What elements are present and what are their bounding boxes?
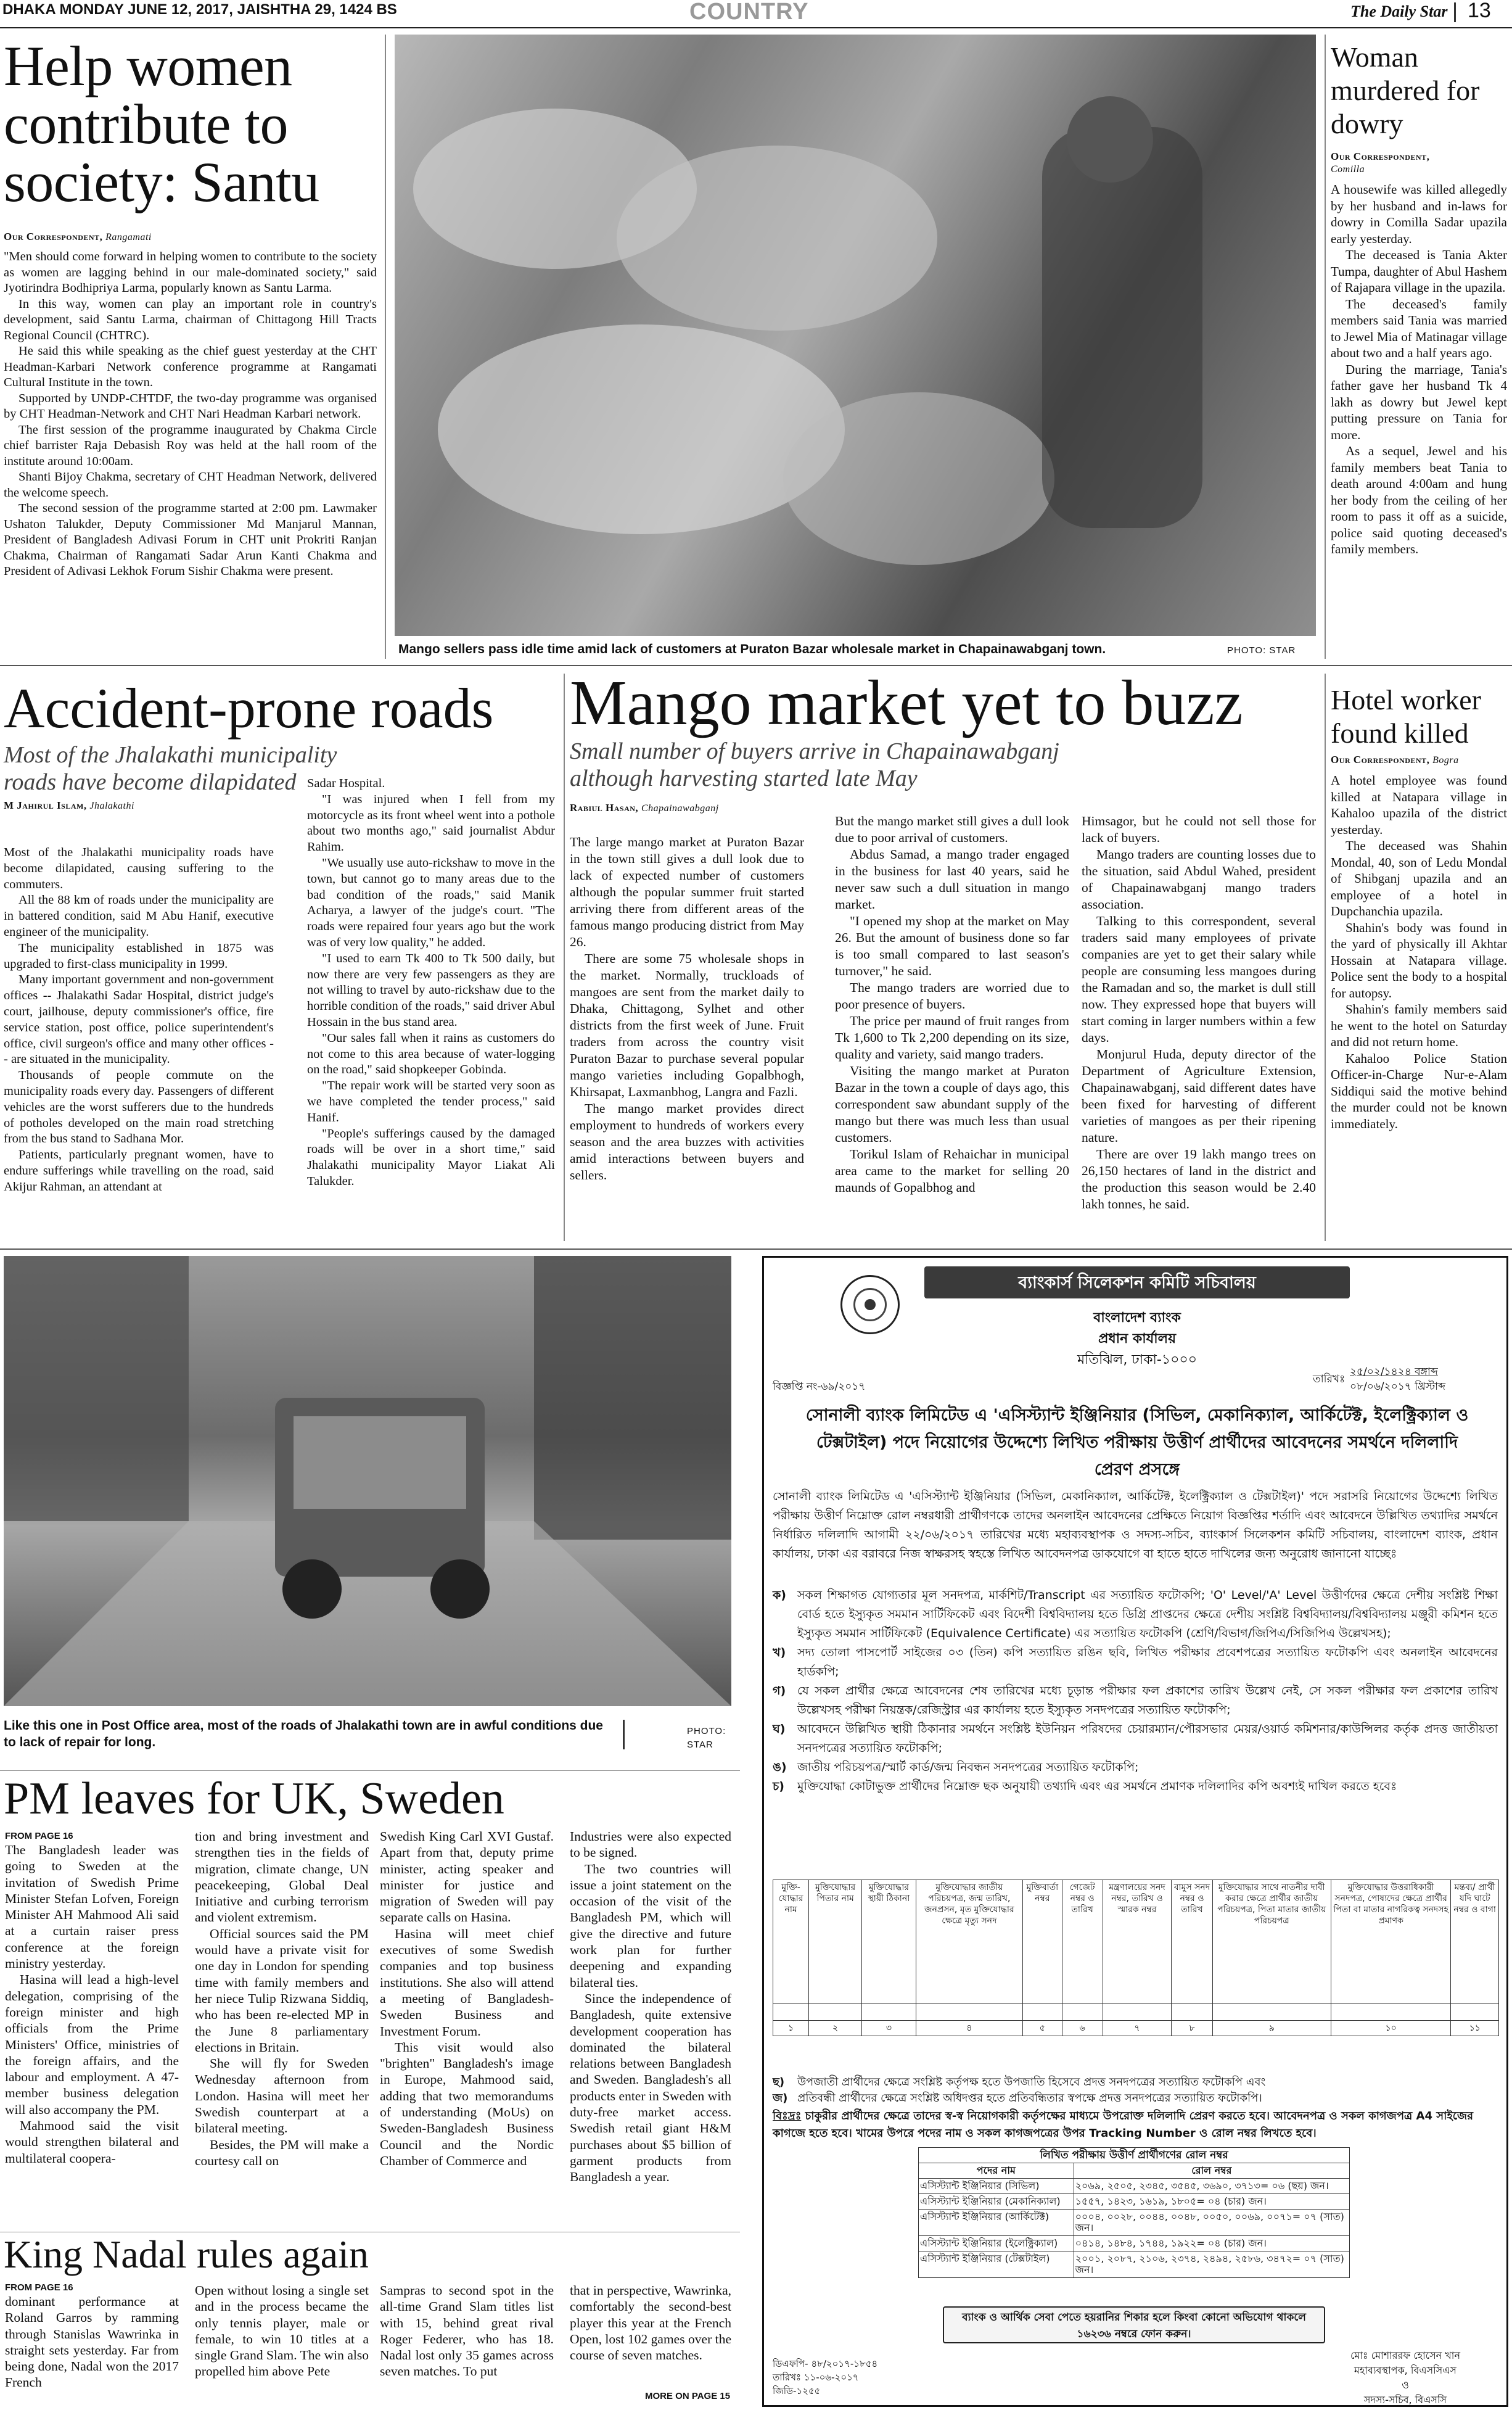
table-number-cell: ২ <box>809 2021 862 2036</box>
ad-list-text: উপজাতী প্রার্থীদের ক্ষেত্রে সংশ্লিষ্ট কর্তৃপক্ষ হতে উপজাতি হিসেবে প্রদত্ত সনদপত্রের সত্যায়িত ফটোকপি এবং <box>797 2076 1266 2089</box>
government-advertisement <box>762 1256 1508 2407</box>
road-photo <box>4 1256 731 1706</box>
dfp-number: ডিএফপি- ৪৮/২০১৭-১৮৫৪ <box>773 2358 878 2369</box>
paragraph: The two countries will issue a joint statement on the occasion of the visit of the Bangladesh PM, which will give the directive and future work plan for further deepening and expanding bilateral ties. <box>570 1861 731 1990</box>
signer-title-2: সদস্য-সচিব, বিএসসি <box>1363 2394 1447 2406</box>
table-header-cell: মুক্তিযোদ্ধার জাতীয় পরিচয়পত্র, জন্ম তারিখ, জনপ্রসন, মৃত মুক্তিযোদ্ধার ক্ষেত্রে মৃত্যু সনদ <box>916 1880 1022 2004</box>
mango-col3 <box>1082 813 1316 1213</box>
paragraph: The mango traders are worried due to poor presence of buyers. <box>835 980 1069 1012</box>
table-header-cell: বামুস সনদ নম্বর ও তারিখ <box>1172 1880 1212 2004</box>
ad-list-text: জাতীয় পরিচয়পত্র/স্মার্ট কার্ড/জন্ম নিবন্ধন সনদপত্রের সত্যায়িত ফটোকপি; <box>797 1760 1139 1774</box>
pm-from-page: FROM PAGE 16 <box>5 1831 73 1841</box>
table-row <box>919 2194 1350 2210</box>
col-rule-4 <box>1325 674 1326 1241</box>
nadal-col4: that in perspective, Wawrinka, comfortably the second-best player this year at the French Open, lost 102 games over the course of seven matches. <box>570 2283 731 2363</box>
table-number-cell: ১ <box>773 2021 809 2036</box>
table-header-cell: মন্তব্য/ প্রার্থী যদি ঘাটে নম্বর ও বাগা <box>1451 1880 1499 2004</box>
paragraph: The large mango market at Puraton Bazar in the town still gives a dull look due to lack of expected number of customers although the popular summer fruit started arriving there from different areas of the famous mango producing district from May 26. <box>570 835 804 949</box>
hotel-headline: Hotel worker found killed <box>1331 684 1481 749</box>
ad-list-marker: ছ) <box>773 2076 785 2089</box>
paragraph: "I was injured when I fell from my motorcycle as its front wheel went into a pothole about two months ago," said journalist Abdur Rahim. <box>307 792 555 854</box>
paragraph: Mango traders are counting losses due to the situation, said Abdul Wahed, president of Chapainawabganj mango traders association. <box>1082 847 1316 912</box>
ad-list-marker: গ) <box>773 1684 786 1698</box>
paragraph: "I opened my shop at the market on May 26. But the amount of business done so far is too small compared to last season's turnover," he said. <box>835 914 1069 978</box>
table-header-cell: মুক্তিযোদ্ধার পিতার নাম <box>809 1880 862 2004</box>
table-empty-cell <box>1212 2004 1331 2021</box>
roll-table-title: লিখিত পরীক্ষায় উত্তীর্ণ প্রার্থীগণের রোল নম্বর <box>919 2148 1350 2163</box>
table-number-cell: ১০ <box>1331 2021 1450 2036</box>
ad-list-item <box>773 2090 1498 2107</box>
santu-byline: Our Correspondent, Rangamati <box>4 231 152 242</box>
table-header-cell: মুক্তিবার্তা নম্বর <box>1022 1880 1062 2004</box>
ad-list-item <box>773 1586 1498 1643</box>
ad-note-label: বিঃদ্রঃ <box>773 2110 802 2123</box>
mango-article <box>570 669 1316 820</box>
paragraph: Swedish King Carl XVI Gustaf. Apart from that, deputy prime minister, acting speaker and minister for justice and migration of Sweden will pay separate calls on Hasina. <box>380 1829 554 1925</box>
ad-date-label: তারিখঃ <box>1313 1373 1346 1385</box>
roll-post-cell: এসিস্ট্যান্ট ইঞ্জিনিয়ার (আর্কিটেক্ট) <box>919 2210 1074 2236</box>
roads-col1 <box>4 845 274 1195</box>
roll-post-cell: এসিস্ট্যান্ট ইঞ্জিনিয়ার (ইলেক্ট্রিক্যাল) <box>919 2236 1074 2251</box>
paragraph: All the 88 km of roads under the municipality are in battered condition, said M Abu Hanif, executive engineer of the municipality. <box>4 893 274 939</box>
signer-and: ও <box>1402 2379 1409 2391</box>
table-row <box>919 2236 1350 2251</box>
roll-numbers-cell: ২০০১, ২০৮৭, ২১০৬, ২৩৭৪, ২৪৯৪, ২৫৮৬, ৩৪৭২= ০৭ (সাত) জন। <box>1074 2251 1349 2278</box>
table-number-cell: ৩ <box>862 2021 916 2036</box>
paragraph: A housewife was killed allegedly by her husband and in-laws for dowry in Comilla Sadar upazila early yesterday. <box>1331 182 1507 246</box>
paragraph: "Our sales fall when it rains as customers do not come to this area because of water-logging on the road," said shopkeeper Gobinda. <box>307 1031 555 1077</box>
hotel-article <box>1331 683 1507 1132</box>
ad-list-marker: জ) <box>773 2092 788 2105</box>
roll-numbers-cell: ২০৬৯, ২৫০৫, ২৩৪৫, ৩৫৪৫, ৩৬৯০, ৩৭১৩= ০৬ (ছয়) জন। <box>1074 2179 1349 2194</box>
roll-numbers-cell: ১৫৫৭, ১৪২৩, ১৬১৯, ১৮০৫= ০৪ (চার) জন। <box>1074 2194 1349 2210</box>
paragraph: He said this while speaking as the chief guest yesterday at the CHT Headman-Karbari Network conference programme at Rangamati Cultural Institute in the town. <box>4 344 377 389</box>
paragraph: In this way, women can play an important role in country's development, said Santu Larma, chairman of Chittagong Hill Tracts Regional Council (CHTRC). <box>4 297 377 342</box>
ad-note <box>773 2108 1498 2142</box>
col-rule-1 <box>385 35 386 659</box>
woman-body <box>1331 181 1507 558</box>
table-header-cell: গেজেট নম্বর ও তারিখ <box>1062 1880 1103 2004</box>
table-number-cell: ৬ <box>1062 2021 1103 2036</box>
table-number-cell: ৪ <box>916 2021 1022 2036</box>
paragraph: Kahaloo Police Station Officer-in-Charge Nur-e-Alam Siddiqui said the motive behind the murder could not be known immediately. <box>1331 1050 1507 1131</box>
paragraph: As a sequel, Jewel and his family members beat Tania to death around 4:00am and hung her body from the ceiling of her room to pass it off as a suicide, police said quoting deceased's family members. <box>1331 444 1507 556</box>
header-divider <box>1454 2 1456 22</box>
nadal-headline: King Nadal rules again <box>4 2232 369 2276</box>
paragraph: tion and bring investment and strengthen ties in the fields of migration, climate change, UN peacekeeping, Global Deal Initiative and curbing terrorism and violent extremism. <box>195 1829 369 1925</box>
ad-intro: সোনালী ব্যাংক লিমিটেড এ 'এসিস্ট্যান্ট ইঞ্জিনিয়ার (সিভিল, মেকানিক্যাল, আর্কিটেক্ট, ইলেক্ট্রিক্যাল ও টেক্সটাইল)' পদে সরাসরি নিয়োগের উদ্দেশ্যে লিখিত পরীক্ষায় উত্তীর্ণ নিম্নোক্ত রোল নম্বরধারী প্রার্থীগণকে তাদের অনলাইন আবেদনের প্রেক্ষিতে নিয়োগ বিজ্ঞপ্তির শর্তাদি এবং আবেদনে উল্লিখিত তথ্যাদির সমর্থনে নির্ধারিত দলিলাদি আগামী ২২/০৬/২০১৭ তারিখের মধ্যে মহাব্যবস্থাপক ও সদস্য-সচিব, ব্যাংকার্স সিলেকশন কমিটি সচিবালয়, বাংলাদেশ ব্যাংক, প্রধান কার্যালয়, ঢাকা এর বরাবরে নিজ স্বাক্ষরসহ স্বহস্তে লিখিত আবেদনপত্র ডাকযোগে বা হাতে হাতে দাখিলের জন্য অনুরোধ জানানো যাচ্ছেঃ <box>773 1490 1498 1561</box>
roll-number-table <box>918 2147 1350 2278</box>
paragraph: Himsagor, but he could not sell those for lack of buyers. <box>1082 814 1316 845</box>
paragraph: Hasina will meet chief executives of some Swedish companies and top business institutions. She also will attend a meeting of Bangladesh-Sweden Business and Investment Forum. <box>380 1926 554 2039</box>
ad-org: বাংলাদেশ ব্যাংক <box>1093 1310 1181 1326</box>
ad-heading: সোনালী ব্যাংক লিমিটেড এ 'এসিস্ট্যান্ট ইঞ্জিনিয়ার (সিভিল, মেকানিক্যাল, আর্কিটেক্ট, ইলেক্ট্রিক্যাল ও টেক্সটাইল) পদে নিয়োগের উদ্দেশ্যে লিখিত পরীক্ষায় উত্তীর্ণ প্রার্থীদের আবেদনের সমর্থনে দলিলাদি প্রেরণ প্রসঙ্গে <box>805 1406 1469 1479</box>
table-row <box>919 2179 1350 2194</box>
header-rule <box>0 27 1512 28</box>
table-empty-cell <box>1451 2004 1499 2021</box>
ad-title: ব্যাংকার্স সিলেকশন কমিটি সচিবালয় <box>1018 1273 1256 1292</box>
table-empty-cell <box>1062 2004 1103 2021</box>
pm-headline: PM leaves for UK, Sweden <box>4 1773 504 1824</box>
table-empty-cell <box>1172 2004 1212 2021</box>
fraud-warning-box <box>943 2306 1325 2343</box>
paragraph: The first session of the programme inaugurated by Chakma Circle chief barrister Raja Debasish Roy was held at the hall room of the institute around 10:00am. <box>4 423 377 468</box>
table-header-cell: মুক্তি-যোদ্ধার নাম <box>773 1880 809 2004</box>
ad-list-marker: ক) <box>773 1588 786 1602</box>
mango-col1 <box>570 834 804 1184</box>
ad-items-2 <box>773 2074 1498 2107</box>
paragraph: She will fly for Sweden Wednesday afternoon from London. Hasina will meet her Swedish counterpart at a bilateral meeting. <box>195 2056 369 2136</box>
pm-col2 <box>195 1828 369 2169</box>
paragraph: The Bangladesh leader was going to Sweden at the invitation of Swedish Prime Minister Stefan Lofven, Foreign Minister AH Mahmood Ali said at a curtain raiser press conference at the foreign ministry yesterday. <box>5 1843 179 1971</box>
ad-list-text: মুক্তিযোদ্ধা কোটাভুক্ত প্রার্থীদের নিম্নোক্ত ছক অনুযায়ী তথ্যাদি এবং এর সমর্থনে প্রমাণক দলিলাদির কপি অবশ্যই দাখিল করতে হবেঃ <box>797 1780 1397 1793</box>
header-dateline: DHAKA MONDAY JUNE 12, 2017, JAISHTHA 29, 1424 BS <box>2 1 397 18</box>
paragraph: Most of the Jhalakathi municipality roads have become dilapidated, causing suffering to the commuters. <box>4 846 274 891</box>
mango-photo-credit: PHOTO: STAR <box>1227 645 1296 656</box>
paragraph: Shahin's body was found in the yard of physically ill Akhtar Hossain at Natapara village. Police sent the body to a hospital for autopsy. <box>1331 920 1507 1001</box>
pm-col4 <box>570 1828 731 2185</box>
paragraph: Supported by UNDP-CHTDF, the two-day programme was organised by CHT Headman-Network and CHT Nari Headman Karbari network. <box>4 391 377 421</box>
ad-items <box>773 1586 1498 1796</box>
nadal-col1: dominant performance at Roland Garros by ramming through Stanislas Wawrinka in straight sets yesterday. Far from being done, Nadal won the 2017 French <box>5 2294 179 2390</box>
roads-byline: M Jahirul Islam, Jhalakathi <box>4 799 134 811</box>
table-header-cell: মুক্তিযোদ্ধার সাথে নাতনীর দাবী করার ক্ষেত্রে প্রার্থীর জাতীয় পরিচয়পত্র, পিতা মাতার জাতীয় পরিচয়পত্র <box>1212 1880 1331 2004</box>
paragraph: The deceased's family members said Tania was married to Jewel Mia of Matinagar village about two and a half years ago. <box>1331 296 1507 360</box>
paragraph: Shahin's family members said he went to the hotel on Saturday and did not return home. <box>1331 1002 1507 1049</box>
santu-article <box>4 37 377 580</box>
middle-section-rule <box>0 1248 1512 1250</box>
roll-post-cell: এসিস্ট্যান্ট ইঞ্জিনিয়ার (টেক্সটাইল) <box>919 2251 1074 2278</box>
road-photo-caption: Like this one in Post Office area, most of the roads of Jhalakathi town are in awful conditions due to lack of repair for long. <box>4 1719 603 1749</box>
pm-col1 <box>5 1842 179 2166</box>
paragraph: The municipality established in 1875 was upgraded to first-class municipality in 1999. <box>4 941 274 971</box>
ad-list-marker: ঘ) <box>773 1722 786 1736</box>
paragraph: Sadar Hospital. <box>307 777 385 790</box>
mango-byline: Rabiul Hasan, Chapainawabganj <box>570 802 719 814</box>
paragraph: Hasina will lead a high-level delegation, comprising of the foreign minister and high officials from the Prime Ministers' Office, ministries of the foreign affairs, and the labour and employment. A 47-member business delegation will also accompany the PM. <box>5 1972 179 2117</box>
ad-list-text: যে সকল প্রার্থীর ক্ষেত্রে আবেদনের শেষ তারিখের মধ্যে চূড়ান্ত পরীক্ষার ফল প্রকাশের তারিখ উল্লেখ নেই, সে সকল পরীক্ষার ফল প্রকাশের তারিখ উল্লেখসহ পরীক্ষা নিয়ন্ত্রক/রেজিস্ট্রার এর কার্যালয় হতে ইস্যুকৃত সনদপত্রের সত্যায়িত ফটোকপি; <box>797 1684 1498 1717</box>
ad-list-item <box>773 2074 1498 2090</box>
paragraph: Abdus Samad, a mango trader engaged in the business for last 40 years, said he never saw such a dull situation in mango market. <box>835 847 1069 912</box>
table-empty-cell <box>1103 2004 1172 2021</box>
col-rule-3 <box>564 674 565 1241</box>
table-empty-cell <box>1331 2004 1450 2021</box>
nadal-col3: Sampras to second spot in the all-time Grand Slam titles list with 15, behind great rival Roger Federer, who has 18. Nadal lost only 35 games across seven matches. To put <box>380 2283 554 2379</box>
mango-photo-caption: Mango sellers pass idle time amid lack of customers at Puraton Bazar wholesale market in Chapainawabganj town. <box>398 642 1106 656</box>
roads-headline: Accident-prone roads <box>4 677 494 740</box>
paragraph: A hotel employee was found killed at Natapara village in Kahaloo upazila of the district yesterday. <box>1331 773 1507 837</box>
masthead-logo: The Daily Star <box>1350 2 1448 20</box>
mango-market-photo <box>395 35 1316 636</box>
paragraph: The deceased is Tania Akter Tumpa, daughter of Abul Hashem of Rajapara village in the upazila. <box>1331 247 1507 295</box>
nadal-col2: Open without losing a single set and in the process became the only tennis player, male or female, to win 10 titles at a single Grand Slam. The win also propelled him above Pete <box>195 2283 369 2379</box>
dfp-date: তারিখঃ ১১-০৬-২০১৭ <box>773 2372 859 2383</box>
table-header-cell: মুক্তিযোদ্ধার উত্তরাধিকারী সনদপত্র, পোষ্যদের ক্ষেত্রে প্রার্থীর পিতা বা মাতার নাগরিকত্ব সনদসহ প্রমাণক <box>1331 1880 1450 2004</box>
ad-ref: বিজ্ঞপ্তি নং-৬৯/২০১৭ <box>773 1380 866 1393</box>
paragraph: The deceased was Shahin Mondal, 40, son of Ledu Mondal of Shibganj upazila and an employee of a hotel in Dupchanchia upazila. <box>1331 838 1507 918</box>
table-number-cell: ৭ <box>1103 2021 1172 2036</box>
ad-signature <box>1307 2348 1504 2408</box>
paragraph: "I used to earn Tk 400 to Tk 500 daily, but now there are very few passengers as they are not willing to travel by auto-rickshaw due to the horrible condition of the roads," said driver Abul Hossain in the bus stand area. <box>307 951 555 1029</box>
paragraph: Patients, particularly pregnant women, have to endure sufferings while travelling on the road, said Akijur Rahman, an attendant at <box>4 1148 274 1194</box>
paragraph: But the mango market still gives a dull look due to poor arrival of customers. <box>835 814 1069 845</box>
freedom-fighter-table <box>773 1880 1499 2036</box>
paragraph: Official sources said the PM would have a private visit for one day in London for spending time with family members and her niece Tulip Rizwana Siddiq, who has been re-elected MP in the June 8 parliamentary elections in Britain. <box>195 1926 369 2055</box>
paragraph: "People's sufferings caused by the damaged roads will be over in a short time," said Jhalakathi municipality Mayor Liakat Ali Talukder. <box>307 1126 555 1188</box>
mango-subhead: Small number of buyers arrive in Chapainawabganj although harvesting started late May <box>570 738 1059 791</box>
table-row <box>919 2251 1350 2278</box>
mango-headline: Mango market yet to buzz <box>570 667 1243 738</box>
paragraph: Monjurul Huda, deputy director of the Department of Agriculture Extension, Chapainawabganj, said different dates have been fixed for harvesting of different varieties of mangoes as per their ripening nature. <box>1082 1047 1316 1145</box>
paragraph: Talking to this correspondent, several traders said many employees of private companies are yet to get their salary while people are consuming less mangoes during the Ramadan and so, the market is dull still now. They expressed hope that buyers will start coming in larger numbers within a few days. <box>1082 914 1316 1045</box>
road-photo-credit: PHOTO: STAR <box>687 1726 726 1750</box>
nadal-continued: MORE ON PAGE 15 <box>645 2391 731 2401</box>
paragraph: Shanti Bijoy Chakma, secretary of CHT Headman Network, delivered the welcome speech. <box>4 470 377 500</box>
ad-office: প্রধান কার্যালয় <box>1098 1331 1177 1347</box>
roll-numbers-cell: ০০০৪, ০০২৮, ০০৪৪, ০০৪৮, ০০৫০, ০০৬৯, ০০৭১= ০৭ (সাত) জন। <box>1074 2210 1349 2236</box>
woman-article <box>1331 41 1507 558</box>
paragraph: "Men should come forward in helping women to contribute to the society as women are lagging behind in our male-dominated society," said Jyotirindra Bodhipriya Larma, popularly known as Santu Larma. <box>4 250 377 295</box>
auto-rickshaw-illustration <box>4 1256 731 1706</box>
table-empty-cell <box>862 2004 916 2021</box>
ad-list-item <box>773 1777 1498 1796</box>
table-number-cell: ৮ <box>1172 2021 1212 2036</box>
paragraph: There are over 19 lakh mango trees on 26,150 hectares of land in the district and the production this season would be 2.40 lakh tonnes, he said. <box>1082 1147 1316 1211</box>
table-empty-cell <box>1022 2004 1062 2021</box>
page-number: 13 <box>1468 0 1491 22</box>
roll-header-post: পদের নাম <box>919 2163 1074 2179</box>
paragraph: Mahmood said the visit would strengthen bilateral and multilateral coopera- <box>5 2118 179 2166</box>
paragraph: Besides, the PM will make a courtesy call on <box>195 2137 369 2168</box>
roads-subhead: Most of the Jhalakathi municipality roads have become dilapidated <box>4 742 337 795</box>
pm-top-rule <box>0 1770 740 1771</box>
upper-section-rule <box>0 665 1512 666</box>
ad-list-marker: চ) <box>773 1780 784 1793</box>
woman-headline: Woman murdered for dowry <box>1331 41 1480 139</box>
paragraph: There are some 75 wholesale shops in the market. Normally, truckloads of mangoes are sent from the market daily to Dhaka, Chittagong, Sylhet and other districts from the first week of June. Fruit traders from across the country visit Puraton Bazar to purchase several popular mango varieties including Gopalbhogh, Khirsapat, Laxmanbhog, Langra and Fazli. <box>570 951 804 1099</box>
ad-list-item <box>773 1682 1498 1720</box>
fraud-warning: ব্যাংক ও আর্থিক সেবা পেতে হয়রানির শিকার হলে কিংবা কোনো অভিযোগ থাকলে ১৬২৩৬ নম্বরে ফোন করুন। <box>962 2311 1306 2340</box>
table-empty-cell <box>773 2004 809 2021</box>
ad-note-text: চাকুরীর প্রার্থীদের ক্ষেত্রে তাদের স্ব-স্ব নিয়োগকারী কর্তৃপক্ষের মাধ্যমে উপরোক্ত দলিলাদি প্রেরণ করতে হবে। আবেদনপত্র ও সকল কাগজপত্র A4 সাইজের কাগজে হতে হবে। খামের উপরে পদের নাম ও সকল কাগজপত্রের উপর Tracking Number ও রোল নম্বর লিখতে হবে। <box>773 2110 1473 2140</box>
dfp-gd: জিডি-১২৫৫ <box>773 2385 821 2396</box>
ad-list-text: সদ্য তোলা পাসপোর্ট সাইজের ০৩ (তিন) কপি সত্যায়িত রঙিন ছবি, লিখিত পরীক্ষার প্রবেশপত্রের সত্যায়িত ফটোকপি এবং অনলাইন আবেদনের হার্ডকপি; <box>797 1646 1498 1678</box>
paragraph: During the marriage, Tania's father gave her husband Tk 4 lakh as dowry but Jewel kept putting pressure on Tania for more. <box>1331 361 1507 442</box>
ad-list-item <box>773 1758 1498 1777</box>
roll-post-cell: এসিস্ট্যান্ট ইঞ্জিনিয়ার (সিভিল) <box>919 2179 1074 2194</box>
roll-numbers-cell: ০৪১৪, ১৪৮৪, ১৭৪৪, ১৯২২= ০৪ (চার) জন। <box>1074 2236 1349 2251</box>
table-number-cell: ৯ <box>1212 2021 1331 2036</box>
roll-post-cell: এসিস্ট্যান্ট ইঞ্জিনিয়ার (মেকানিক্যাল) <box>919 2194 1074 2210</box>
hotel-body <box>1331 772 1507 1132</box>
nadal-from-page: FROM PAGE 16 <box>5 2282 73 2293</box>
woman-byline: Our Correspondent, Comilla <box>1331 151 1430 175</box>
santu-body <box>4 249 377 580</box>
ad-address: মতিঝিল, ঢাকা-১০০০ <box>1077 1352 1198 1368</box>
paragraph: Torikul Islam of Rehaichar in municipal area came to the market for selling 20 maunds of Gopalbhog and <box>835 1147 1069 1195</box>
paragraph: This visit would also "brighten" Bangladesh's image in Europe, Mahmood said, adding that two memorandums of understanding (MoUs) on Sweden-Bangladesh Business Council and the Nordic Chamber of Commerce and <box>380 2039 554 2168</box>
signer-title-1: মহাব্যবস্থাপক, বিএসসিএস <box>1354 2364 1457 2376</box>
roll-header-rolls: রোল নম্বর <box>1074 2163 1349 2179</box>
ad-list-item <box>773 1720 1498 1758</box>
paragraph: Visiting the mango market at Puraton Bazar in the town a couple of days ago, this correspondent saw abundant supply of the mango but there was much less than usual customers. <box>835 1063 1069 1145</box>
caption-divider <box>623 1720 625 1749</box>
ad-date-en: ০৮/০৬/২০১৭ খ্রিস্টাব্দ <box>1350 1380 1446 1393</box>
roads-col2 <box>307 776 555 1190</box>
paragraph: The price per maund of fruit ranges from Tk 1,600 to Tk 2,200 depending on its size, quality and variety, said mango traders. <box>835 1013 1069 1062</box>
table-number-cell: ১১ <box>1451 2021 1499 2036</box>
ad-list-text: সকল শিক্ষাগত যোগ্যতার মূল সনদপত্র, মার্কশিট/Transcript এর সত্যায়িত ফটোকপি; 'O' Level/'A' Level উত্তীর্ণদের ক্ষেত্রে দেশীয় সংশ্লিষ্ট শিক্ষা বোর্ড হতে ইস্যুকৃত সমমান সার্টিফিকেট এবং বিদেশী বিশ্ববিদ্যালয় হতে ডিগ্রি প্রাপ্তদের ক্ষেত্রে দেশীয় সংশ্লিষ্ট বিশ্ববিদ্যালয়/বিশ্ববিদ্যালয় মঞ্জুরী কমিশন হতে ইস্যুকৃত সমমান সার্টিফিকেট (Equivalence Certificate) এর সত্যায়িত ফটোকপি (শ্রেণি/বিভাগ/জিপিএ/সিজিপিএ উল্লেখসহ); <box>797 1588 1498 1640</box>
hotel-byline: Our Correspondent, Bogra <box>1331 754 1459 766</box>
ad-dfp <box>773 2357 877 2398</box>
pm-col3 <box>380 1828 554 2169</box>
table-empty-cell <box>809 2004 862 2021</box>
paragraph: Many important government and non-government offices -- Jhalakathi Sadar Hospital, district judge's court, jailhouse, deputy commissioner's office, fire service station, post office, police superintendent's office, civil surgeon's office and many other offices -- are situated in the municipality. <box>4 973 274 1067</box>
table-number-cell: ৫ <box>1022 2021 1062 2036</box>
col-rule-2 <box>1325 35 1326 659</box>
paragraph: The mango market provides direct employment to hundreds of workers every season and the area buzzes with activities amid interactions between buyers and sellers. <box>570 1101 804 1182</box>
paragraph: The second session of the programme started at 2:00 pm. Lawmaker Ushaton Talukder, Deputy Commissioner Md Manjarul Mannan, President of Bangladesh Adivasi Forum in CHT unit Prokriti Ranjan Chakma, Chairman of Rangamati Sadar Arun Kanti Chakma and President of Adivasi Lekhok Forum Sishir Chakma were present. <box>4 501 377 578</box>
ad-list-item <box>773 1643 1498 1682</box>
signer-name: মোঃ মোশাররফ হোসেন খান <box>1350 2350 1460 2361</box>
mango-col2 <box>835 813 1069 1196</box>
ad-date-bn: ২৫/০২/১৪২৪ বঙ্গাব্দ <box>1350 1366 1438 1378</box>
table-header-cell: মুক্তিযোদ্ধার স্থায়ী ঠিকানা <box>862 1880 916 2004</box>
section-title: COUNTRY <box>689 0 809 25</box>
paragraph: "We usually use auto-rickshaw to move in the town, but cannot go to many areas due to the bad condition of the roads," said Manik Acharya, a lawyer of the judge's court. "The roads were repaired four years ago but the work was of very low quality," he added. <box>307 856 555 949</box>
paragraph: "The repair work will be started very soon as we have completed the tender process," said Hanif. <box>307 1079 555 1125</box>
paragraph: Since the independence of Bangladesh, quite extensive development cooperation has dominated the bilateral relations between Bangladesh and Sweden. Bangladesh's all products enter in Sweden with duty-free market access. Swedish retail giant H&M purchases about $5 billion of garment products from Bangladesh a year. <box>570 1991 731 2185</box>
ad-list-text: আবেদনে উল্লিখিত স্থায়ী ঠিকানার সমর্থনে সংশ্লিষ্ট ইউনিয়ন পরিষদের চেয়ারম্যান/পৌরসভার মেয়র/ওয়ার্ড কমিশনার/কাউন্সিলর কর্তৃক প্রদত্ত জাতীয়তা সনদপত্রের সত্যায়িত ফটোকপি; <box>797 1722 1498 1755</box>
bangladesh-bank-emblem-icon <box>840 1275 900 1334</box>
ad-list-text: প্রতিবন্ধী প্রার্থীদের ক্ষেত্রে সংশ্লিষ্ট অধিদপ্তর হতে প্রতিবন্ধিতার স্বপক্ষে প্রদত্ত সনদপত্রের সত্যায়িত ফটোকপি। <box>797 2092 1262 2105</box>
table-row <box>919 2210 1350 2236</box>
paragraph: Thousands of people commute on the municipality roads every day. Passengers of different vehicles are the worst sufferers due to the hundreds of potholes developed on the main road stretching from the bus stand to Sadhana Mor. <box>4 1068 274 1146</box>
santu-headline: Help women contribute to society: Santu <box>4 35 319 213</box>
mango-baskets-illustration <box>395 35 1316 636</box>
ad-list-marker: খ) <box>773 1646 786 1659</box>
table-empty-cell <box>916 2004 1022 2021</box>
table-header-cell: মন্ত্রণালয়ের সনদ নম্বর, তারিখ ও স্মারক নম্বর <box>1103 1880 1172 2004</box>
ad-list-marker: ঙ) <box>773 1760 787 1774</box>
paragraph: Industries were also expected to be signed. <box>570 1829 731 1860</box>
